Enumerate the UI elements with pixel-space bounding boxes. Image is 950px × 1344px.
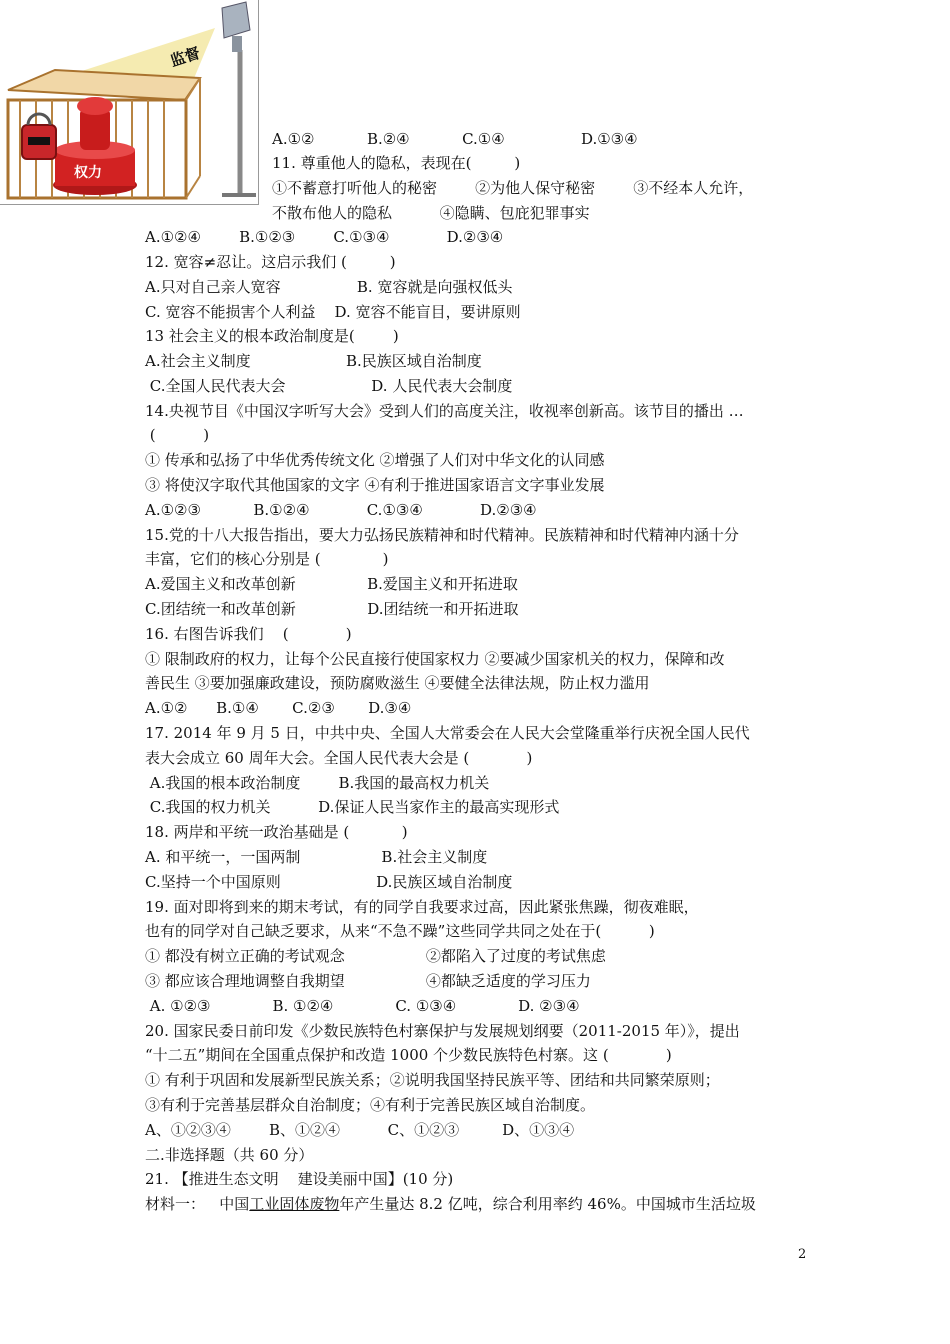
section-two-heading: 二.非选择题（共 60 分）: [145, 1146, 314, 1164]
q19-statements-1: ① 都没有树立正确的考试观念 ②都陷入了过度的考试焦虑: [145, 947, 606, 965]
q19-statements-2: ③ 都应该合理地调整自我期望 ④都缺乏适度的学习压力: [145, 972, 591, 990]
q11-statements-2: 不散布他人的隐私 ④隐瞒、包庇犯罪事实: [272, 204, 590, 222]
q19-stem-1: 19. 面对即将到来的期末考试，有的同学自我要求过高，因此紧张焦躁，彻夜难眠，: [145, 898, 699, 916]
q19-stem-2: 也有的同学对自己缺乏要求，从来“不急不躁”这些同学共同之处在于( ): [145, 922, 655, 940]
q15-options-1: A.爱国主义和改革创新 B.爱国主义和开拓进取: [145, 575, 518, 593]
q18-options-2: C.坚持一个中国原则 D.民族区域自治制度: [145, 873, 513, 891]
q11-options: A.①②④ B.①②③ C.①③④ D.②③④: [145, 228, 504, 246]
q20-stem-1: 20. 国家民委日前印发《少数民族特色村寨保护与发展规划纲要（2011-2015 年）》，提出: [145, 1022, 740, 1040]
q17-stem-1: 17. 2014 年 9 月 5 日，中共中央、全国人大常委会在人民大会堂隆重举行庆祝全国人民代: [145, 724, 750, 742]
q15-stem-2: 丰富，它们的核心分别是 ( ): [145, 550, 389, 568]
q16-options: A.①② B.①④ C.②③ D.③④: [145, 699, 412, 717]
q20-statements-2: ③有利于完善基层群众自治制度；④有利于完善民族区域自治制度。: [145, 1096, 596, 1114]
q17-stem-2: 表大会成立 60 周年大会。全国人民代表大会是 ( ): [145, 749, 533, 767]
power-cage-illustration: [0, 0, 259, 205]
material-prefix: 材料一： 中国: [145, 1195, 250, 1213]
q12-options-1: A.只对自己亲人宽容 B. 宽容就是向强权低头: [145, 278, 513, 296]
q12-options-2: C. 宽容不能损害个人利益 D. 宽容不能盲目，要讲原则: [145, 303, 521, 321]
page-number: 2: [798, 1247, 807, 1262]
q14-options: A.①②③ B.①②④ C.①③④ D.②③④: [145, 501, 537, 519]
q21-heading: 21. 【推进生态文明 建设美丽中国】(10 分): [145, 1170, 454, 1188]
q16-stem: 16. 右图告诉我们 ( ): [145, 625, 352, 643]
power-cage-image: [0, 0, 258, 204]
q14-statements-2: ③ 将使汉字取代其他国家的文字 ④有利于推进国家语言文字事业发展: [145, 476, 605, 494]
q20-stem-2: “十二五”期间在全国重点保护和改造 1000 个少数民族特色村寨。这 ( ): [145, 1046, 672, 1064]
q17-options-2: C.我国的权力机关 D.保证人民当家作主的最高实现形式: [145, 798, 560, 816]
q13-options-2: C.全国人民代表大会 D. 人民代表大会制度: [145, 377, 513, 395]
q11-stem: 11. 尊重他人的隐私，表现在( ): [272, 154, 521, 172]
q20-options: A、①②③④ B、①②④ C、①②③ D、①③④: [145, 1121, 575, 1139]
q16-statements-1: ① 限制政府的权力，让每个公民直接行使国家权力 ②要减少国家机关的权力，保障和改: [145, 650, 725, 668]
q13-stem: 13 社会主义的根本政治制度是( ): [145, 327, 399, 345]
power-label: 权力: [74, 165, 102, 181]
q18-stem: 18. 两岸和平统一政治基础是 ( ): [145, 823, 408, 841]
q14-statements-1: ① 传承和弘扬了中华优秀传统文化 ②增强了人们对中华文化的认同感: [145, 451, 605, 469]
q20-statements-1: ① 有利于巩固和发展新型民族关系；②说明我国坚持民族平等、团结和共同繁荣原则；: [145, 1071, 720, 1089]
q12-stem: 12. 宽容≠忍让。这启示我们 ( ): [145, 253, 396, 271]
q11-statements-1: ①不蓄意打听他人的秘密 ②为他人保守秘密 ③不经本人允许，: [272, 179, 754, 197]
q14-stem: 14.央视节目《中国汉字听写大会》受到人们的高度关注，收视率创新高。该节目的播出 …: [145, 402, 744, 420]
material-underlined-term: 工业固体废物: [249, 1195, 340, 1213]
q15-options-2: C.团结统一和改革创新 D.团结统一和开拓进取: [145, 600, 519, 618]
q15-stem-1: 15.党的十八大报告指出，要大力弘扬民族精神和时代精神。民族精神和时代精神内涵十分: [145, 526, 739, 544]
q10-options: A.①② B.②④ C.①④ D.①③④: [272, 130, 638, 148]
q13-options-1: A.社会主义制度 B.民族区域自治制度: [145, 352, 482, 370]
q14-bracket: ( ): [145, 426, 210, 444]
material-suffix: 年产生量达 8.2 亿吨，综合利用率约 46%。中国城市生活垃圾: [339, 1195, 756, 1213]
q16-statements-2: 善民生 ③要加强廉政建设，预防腐败滋生 ④要健全法律法规，防止权力滥用: [145, 674, 650, 692]
q18-options-1: A. 和平统一，一国两制 B.社会主义制度: [145, 848, 488, 866]
supervise-label: 监督: [168, 43, 203, 71]
q19-options: A. ①②③ B. ①②④ C. ①③④ D. ②③④: [145, 997, 580, 1015]
q17-options-1: A.我国的根本政治制度 B.我国的最高权力机关: [145, 774, 490, 792]
q21-material-one: [145, 1194, 756, 1214]
